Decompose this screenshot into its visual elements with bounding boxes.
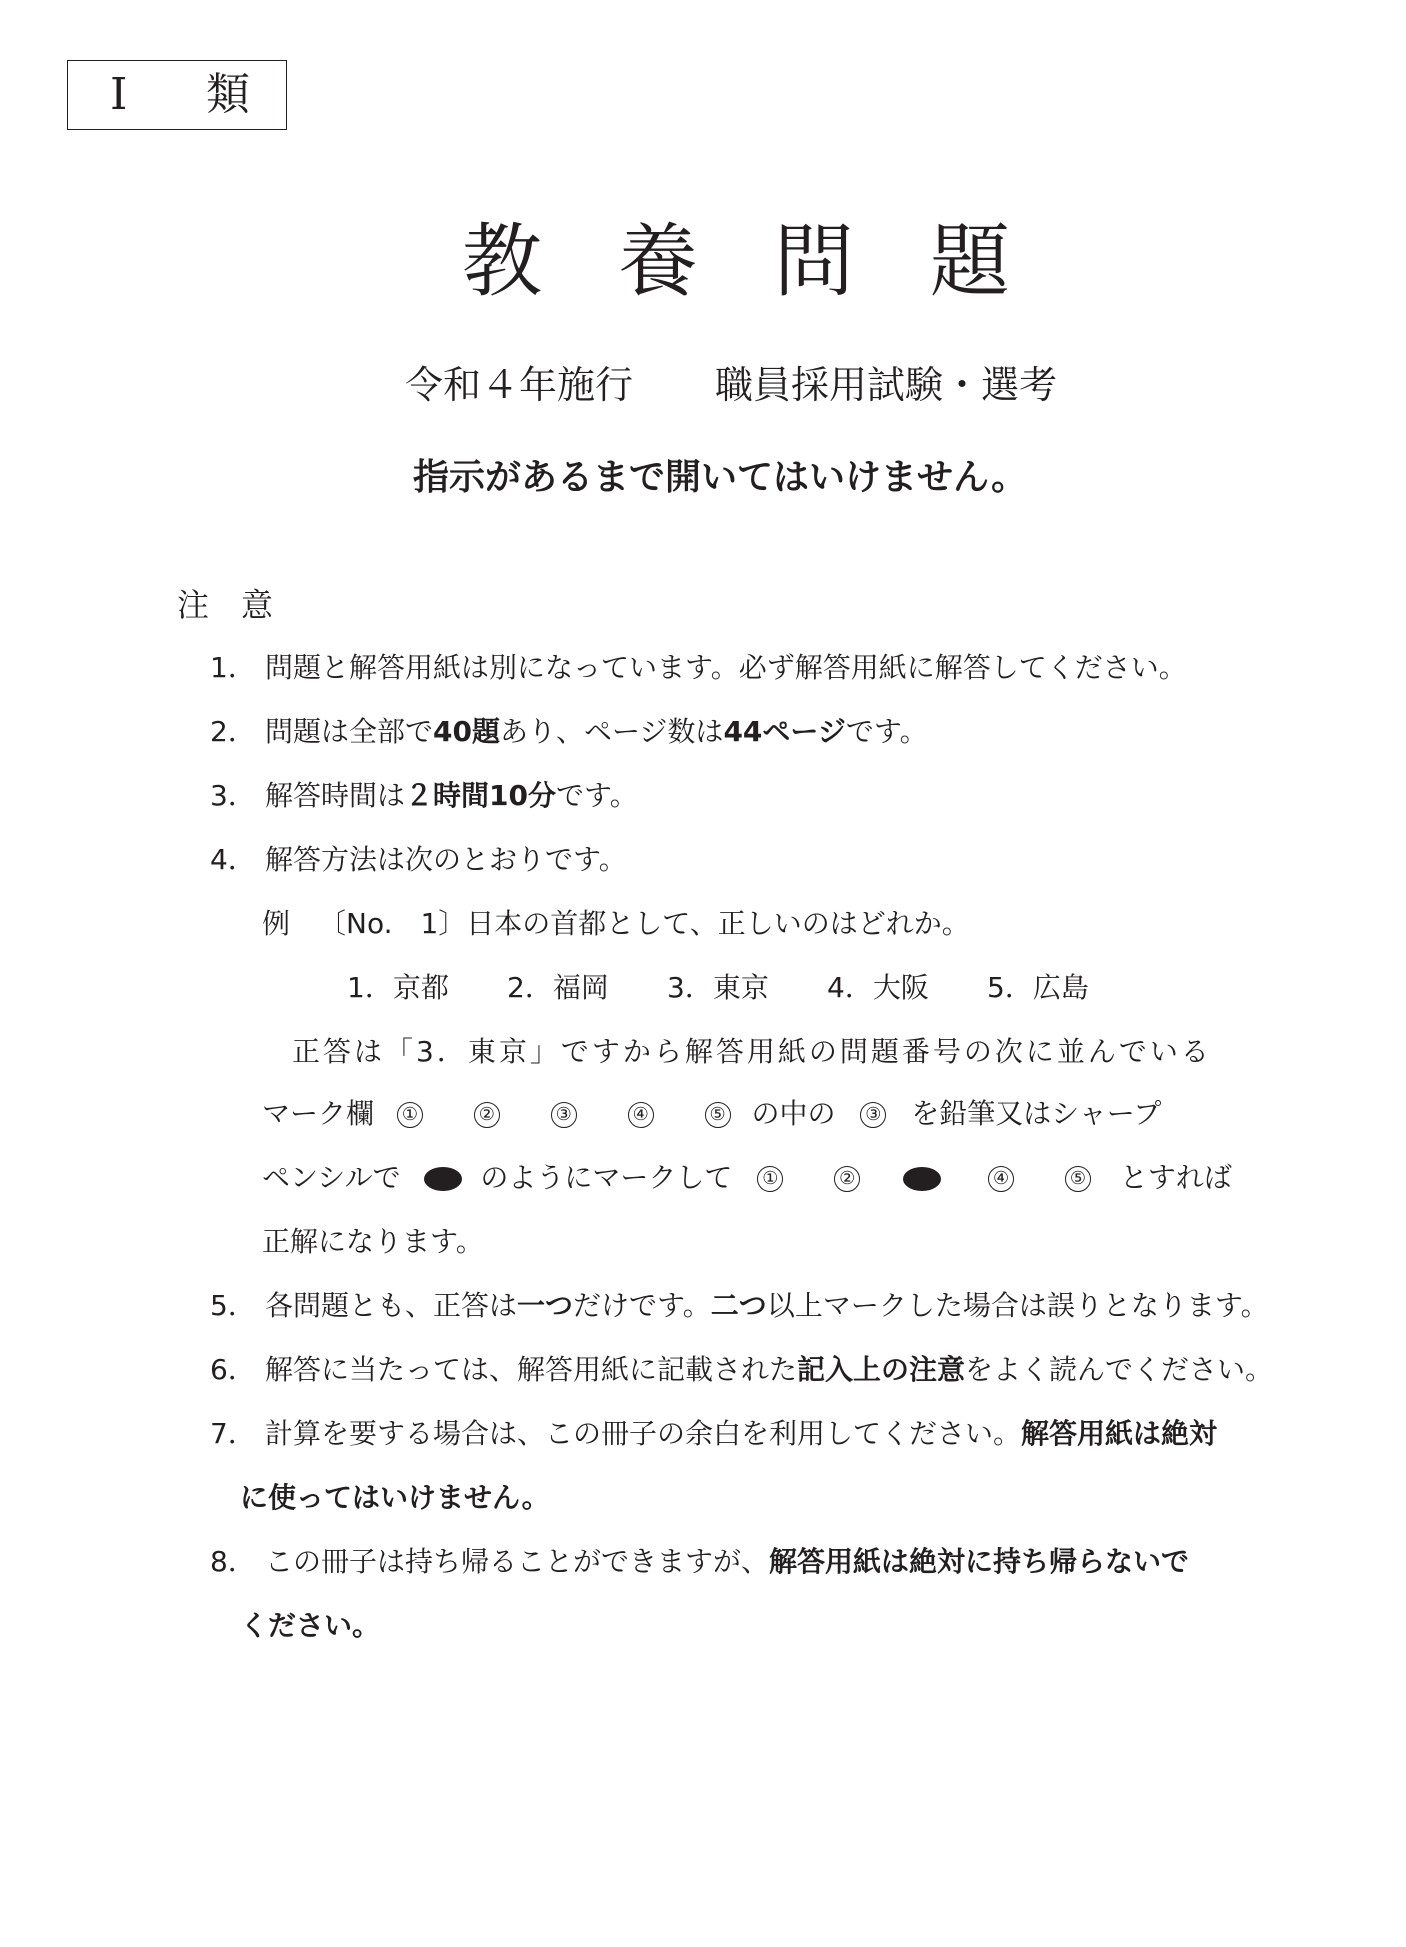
example-explanation-4: 正解になります。: [262, 1225, 484, 1258]
note-7-text-cont: に使ってはいけません。: [240, 1481, 550, 1514]
note-7-number: 7．: [210, 1417, 256, 1450]
note-8-text: この冊子は持ち帰ることができますが、解答用紙は絶対に持ち帰らないで: [265, 1545, 1190, 1578]
notes-heading: 注 意: [177, 586, 274, 624]
example-choice-3: 3．東京: [667, 971, 769, 1004]
category-box: [67, 60, 287, 130]
category-roman: I: [110, 69, 128, 120]
example-choice-4: 4．大阪: [827, 971, 929, 1004]
open-warning: 指示があるまで開いてはいけません。: [413, 457, 1028, 498]
title-char-1: 教: [462, 215, 542, 308]
note-3-number: 3．: [210, 779, 256, 812]
note-8-number: 8．: [210, 1545, 256, 1578]
note-2-number: 2．: [210, 715, 256, 748]
note-7-text: 計算を要する場合は、この冊子の余白を利用してください。解答用紙は絶対: [265, 1417, 1218, 1450]
note-4-text: 解答方法は次のとおりです。: [265, 843, 627, 876]
note-6-text: 解答に当たっては、解答用紙に記載された記入上の注意をよく読んでください。: [265, 1353, 1274, 1386]
example-explanation-2: マーク欄 ① ② ③ ④ ⑤ の中の ③ を鉛筆又はシャープ: [262, 1097, 1162, 1130]
note-4-number: 4．: [210, 843, 256, 876]
filled-mark-icon: [424, 1167, 462, 1191]
title-char-3: 問: [774, 215, 854, 308]
note-3-text: 解答時間は２時間10分です。: [265, 779, 638, 812]
mark-circle-icon: ②: [834, 1166, 860, 1192]
mark-circle-icon: ①: [397, 1102, 423, 1128]
mark-circle-icon: ⑤: [1065, 1166, 1091, 1192]
mark-circle-icon: ⑤: [705, 1102, 731, 1128]
note-5-text: 各問題とも、正答は一つだけです。二つ以上マークした場合は誤りとなります。: [265, 1289, 1269, 1322]
note-2-text: 問題は全部で40題あり、ページ数は44ページです。: [265, 715, 928, 748]
example-choice-1: 1．京都: [347, 971, 449, 1004]
title-char-4: 題: [930, 215, 1010, 308]
filled-mark-icon: [903, 1167, 941, 1191]
title-char-2: 養: [618, 215, 698, 308]
example-choice-2: 2．福岡: [507, 971, 609, 1004]
note-1-number: 1．: [210, 651, 256, 684]
example-explanation-3: ペンシルで のようにマークして ① ② ④ ⑤ とすれば: [262, 1161, 1232, 1194]
note-8-text-cont: ください。: [240, 1609, 381, 1642]
example-explanation-1: 正答は「3．東京」ですから解答用紙の問題番号の次に並んでいる: [292, 1035, 1212, 1068]
mark-circle-icon: ④: [628, 1102, 654, 1128]
subtitle-year: 令和４年施行: [405, 363, 634, 407]
mark-circle-icon: ②: [474, 1102, 500, 1128]
mark-circle-icon: ①: [757, 1166, 783, 1192]
subtitle-exam: 職員採用試験・選考: [715, 363, 1058, 407]
note-6-number: 6．: [210, 1353, 256, 1386]
example-label: 例: [262, 907, 291, 940]
category-label: 類: [206, 69, 250, 120]
note-1-text: 問題と解答用紙は別になっています。必ず解答用紙に解答してください。: [265, 651, 1187, 684]
mark-circle-icon: ③: [551, 1102, 577, 1128]
note-5-number: 5．: [210, 1289, 256, 1322]
example-choice-5: 5．広島: [987, 971, 1089, 1004]
example-question: 〔No. 1〕日本の首都として、正しいのはどれか。: [318, 907, 970, 940]
mark-circle-icon: ③: [860, 1102, 886, 1128]
mark-circle-icon: ④: [988, 1166, 1014, 1192]
